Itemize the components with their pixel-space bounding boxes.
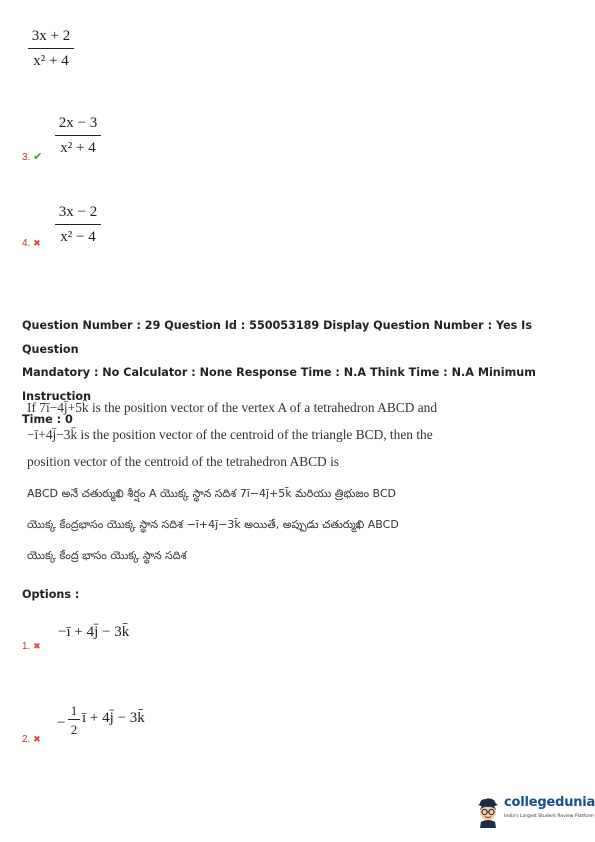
minus-sign: − — [57, 715, 66, 731]
wrong-cross-icon: ✖ — [33, 239, 41, 249]
fraction-bar — [28, 48, 74, 49]
collegedunia-logo — [474, 794, 595, 834]
question-text-telugu — [27, 478, 587, 571]
prev-option-fraction-1 — [28, 29, 74, 69]
option-number: 2. — [22, 734, 31, 745]
fraction-denominator: x² − 4 — [60, 229, 96, 245]
question-line: −ī+4j̄−3k̄ is the position vector of the centroid of the triangle BCD, then the — [27, 427, 433, 442]
option-number-label — [22, 150, 42, 163]
option-number: 4. — [22, 238, 31, 249]
correct-check-icon: ✔ — [33, 150, 43, 163]
coefficient-fraction — [68, 704, 80, 736]
logo-tagline: India's Largest Student Review Platform — [504, 814, 594, 819]
fraction-numerator: 2x − 3 — [58, 115, 98, 131]
logo-name: collegedunia — [504, 795, 595, 810]
options-heading: Options : — [22, 588, 80, 601]
question-text-english — [27, 394, 587, 475]
fraction-bar — [55, 224, 101, 225]
fraction-denominator: x² + 4 — [60, 140, 96, 156]
wrong-cross-icon: ✖ — [33, 642, 41, 652]
question-line: If 7ī−4j̄+5k̄ is the position vector of the vertex A of a tetrahedron ABCD and — [27, 400, 438, 415]
question-meta-line: Mandatory : No Calculator : None Response Time : N.A Think Time : N.A Minimum Instruction — [22, 366, 536, 403]
wrong-cross-icon: ✖ — [33, 735, 41, 745]
question-meta-line: Time : 0 — [22, 413, 73, 426]
vector-expression: ī + 4j̄ − 3k̄ — [82, 710, 145, 726]
option-number-label — [22, 734, 41, 745]
prev-option-fraction-3 — [55, 116, 101, 156]
question-line: position vector of the centroid of the tetrahedron ABCD is — [27, 454, 340, 469]
question-line: ABCD అనే చతుర్ముఖి శీర్షం A యొక్క స్థాన సదిశ 7ī−4j̄+5k̄ మరియు త్రిభుజం BCD — [27, 487, 397, 500]
mascot-icon — [474, 794, 502, 828]
option-number: 3. — [22, 152, 31, 163]
fraction-bar — [55, 135, 101, 136]
fraction-numerator: 3x − 2 — [58, 204, 98, 220]
question-line: యొక్క కేంద్రభాసం యొక్క స్థాన సదిశ −ī+4j̄−3k̄ అయితే, అప్పుడు చతుర్ముఖి ABCD — [27, 518, 399, 531]
fraction-denominator: x² + 4 — [33, 53, 69, 69]
question-line: యొక్క కేంద్ర భాసం యొక్క స్థాన సదిశ — [27, 549, 187, 562]
option-number: 1. — [22, 641, 31, 652]
fraction-denominator: 2 — [70, 722, 78, 737]
fraction-numerator: 1 — [70, 703, 78, 718]
option-number-label — [22, 641, 41, 652]
fraction-bar — [68, 719, 80, 720]
option-number-label — [22, 238, 41, 249]
option-1-expression: −ī + 4j̄ − 3k̄ — [58, 624, 130, 640]
question-meta-line: Question Number : 29 Question Id : 550053189 Display Question Number : Yes Is Question — [22, 319, 532, 356]
prev-option-fraction-4 — [55, 205, 101, 245]
option-2-expression — [57, 700, 177, 746]
fraction-numerator: 3x + 2 — [31, 28, 71, 44]
